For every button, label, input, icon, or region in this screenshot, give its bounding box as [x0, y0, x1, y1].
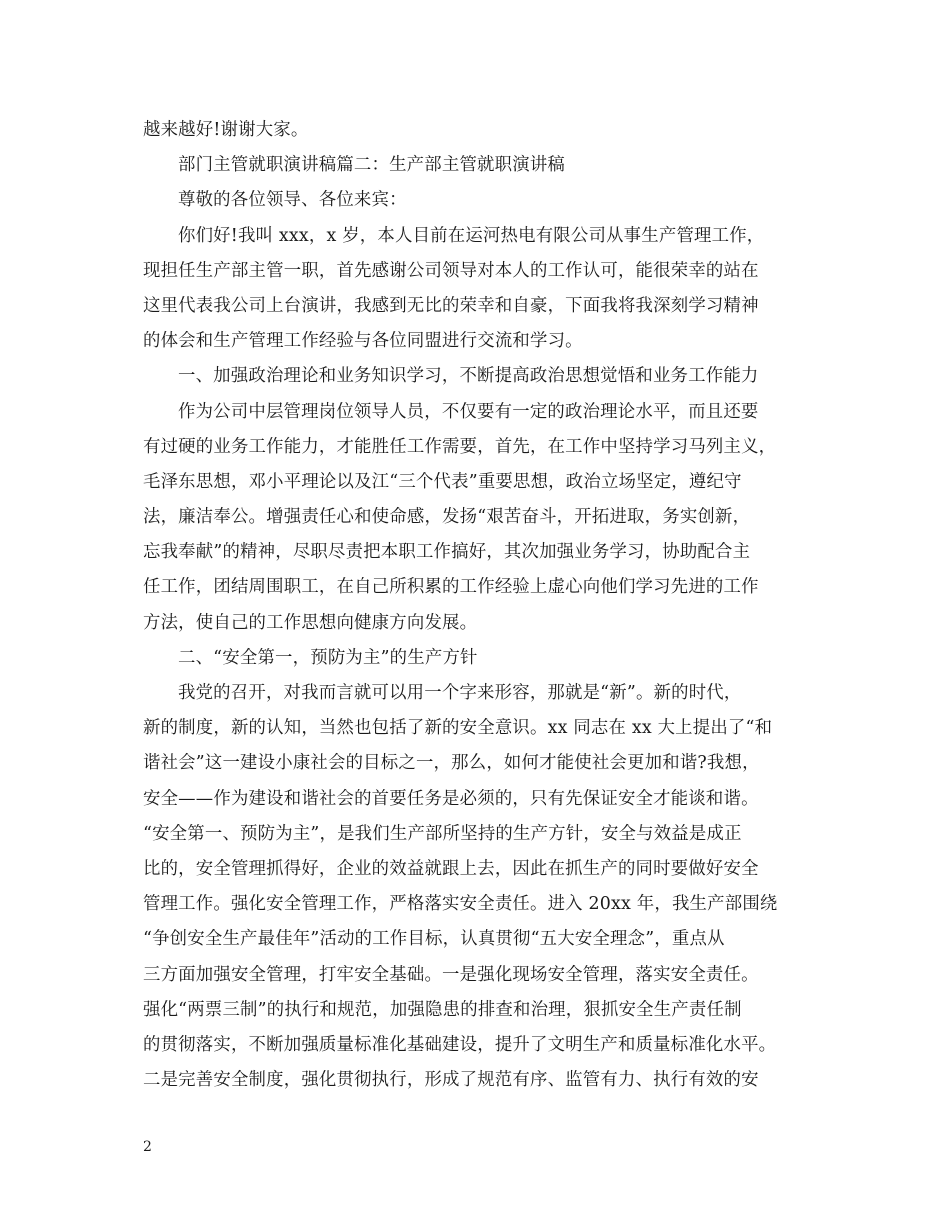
text-line: 越来越好!谢谢大家。 [143, 120, 309, 140]
text-line: 二、“安全第一，预防为主”的生产方针 [178, 647, 478, 668]
text-line: 我党的召开，对我而言就可以用一个字来形容，那就是“新”。新的时代， [178, 683, 742, 703]
text-line: 的贯彻落实，不断加强质量标准化基础建设，提升了文明生产和质量标准化水平。 [143, 1034, 777, 1055]
text-line: 有过硬的业务工作能力，才能胜任工作需要，首先，在工作中坚持学习马列主义， [143, 436, 777, 457]
text-line: 三方面加强安全管理，打牢安全基础。一是强化现场安全管理，落实安全责任。 [143, 964, 759, 985]
text-line: 安全——作为建设和谐社会的首要任务是必须的，只有先保证安全才能谈和谐。 [143, 788, 759, 809]
text-line: 毛泽东思想，邓小平理论以及江“三个代表”重要思想，政治立场坚定，遵纪守 [143, 471, 742, 492]
text-line: 任工作，团结周围职工，在自己所积累的工作经验上虚心向他们学习先进的工作 [143, 577, 759, 598]
text-line: 的体会和生产管理工作经验与各位同盟进行交流和学习。 [143, 331, 583, 352]
text-line: 二是完善安全制度，强化贯彻执行，形成了规范有序、监管有力、执行有效的安 [143, 1070, 759, 1091]
body-text [143, 113, 811, 1098]
text-line: 部门主管就职演讲稿篇二：生产部主管就职演讲稿 [178, 155, 565, 176]
text-line: 你们好!我叫 xxx，x 岁，本人目前在运河热电有限公司从事生产管理工作， [178, 225, 765, 246]
text-line: 作为公司中层管理岗位领导人员，不仅要有一定的政治理论水平，而且还要 [178, 401, 759, 422]
text-line: 比的，安全管理抓得好，企业的效益就跟上去，因此在抓生产的同时要做好安全 [143, 858, 759, 879]
text-line: 一、加强政治理论和业务知识学习，不断提高政治思想觉悟和业务工作能力 [178, 366, 759, 387]
text-line: 新的制度，新的认知，当然也包括了新的安全意识。xx 同志在 xx 大上提出了“和 [143, 718, 773, 739]
page-number: 2 [143, 1139, 152, 1155]
text-line: 谐社会”这一建设小康社会的目标之一，那么，如何才能使社会更加和谐?我想， [143, 753, 760, 774]
text-line: 现担任生产部主管一职，首先感谢公司领导对本人的工作认可，能很荣幸的站在 [143, 260, 759, 281]
text-line: 忘我奉献”的精神，尽职尽责把本职工作搞好，其次加强业务学习，协助配合主 [143, 542, 751, 563]
text-line: 方法，使自己的工作思想向健康方向发展。 [143, 612, 478, 633]
text-line: 尊敬的各位领导、各位来宾： [178, 190, 407, 211]
text-line: 管理工作。强化安全管理工作，严格落实安全责任。进入 20xx 年，我生产部围绕 [143, 894, 778, 915]
text-line: 法，廉洁奉公。增强责任心和使命感，发扬“艰苦奋斗，开拓进取，务实创新， [143, 507, 751, 528]
text-line: “安全第一、预防为主”，是我们生产部所坚持的生产方针，安全与效益是成正 [143, 823, 742, 844]
text-line: 这里代表我公司上台演讲，我感到无比的荣幸和自豪，下面我将我深刻学习精神 [143, 295, 759, 316]
text-line: “争创安全生产最佳年”活动的工作目标，认真贯彻“五大安全理念”，重点从 [143, 929, 725, 950]
text-line: 强化“两票三制”的执行和规范，加强隐患的排查和治理，狠抓安全生产责任制 [143, 999, 742, 1020]
